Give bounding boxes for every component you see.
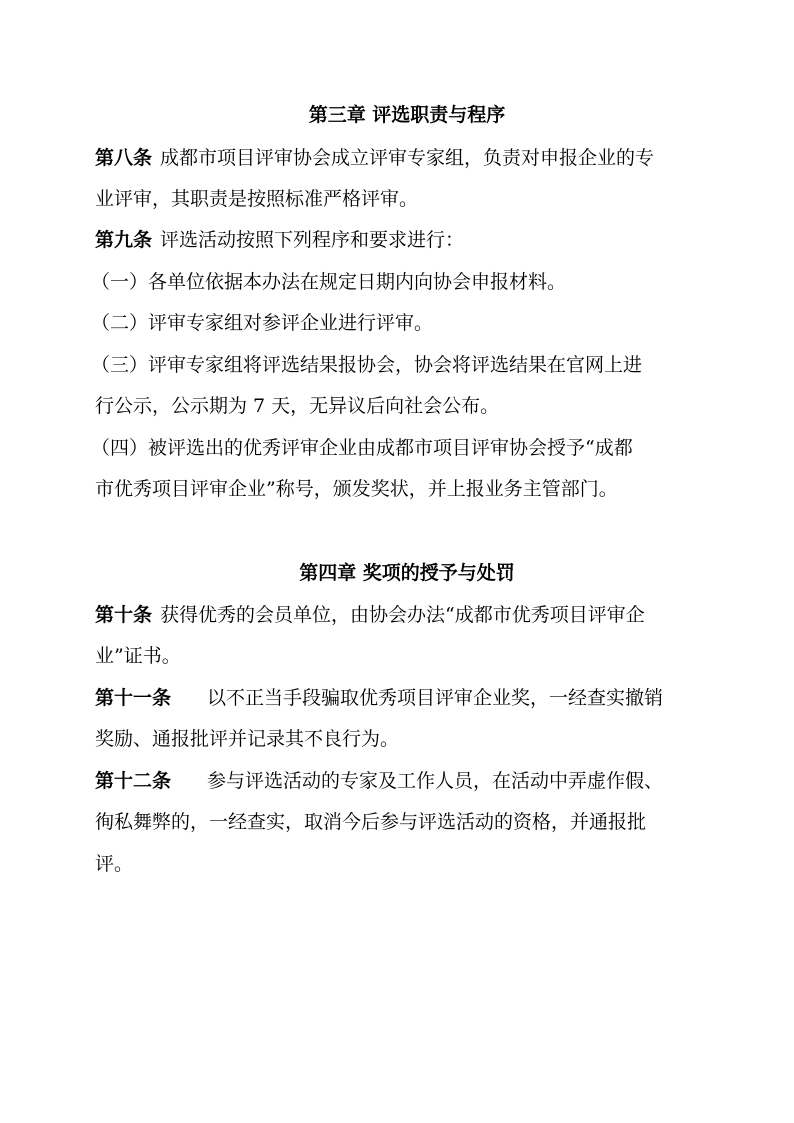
chapter-4-title: 第四章 奖项的授予与处罚 bbox=[299, 562, 515, 584]
article-9-item-2: （二）评审专家组对参评企业进行评审。 bbox=[91, 312, 434, 334]
article-12-text-1: 参与评选活动的专家及工作人员，在活动中弄虚作假、 bbox=[207, 770, 664, 792]
article-8-line-1 bbox=[95, 146, 654, 170]
article-10-label: 第十条 bbox=[95, 604, 153, 626]
article-9-label: 第九条 bbox=[95, 229, 153, 251]
article-11-line-1 bbox=[95, 686, 663, 710]
chapter-3-title: 第三章 评选职责与程序 bbox=[308, 104, 506, 126]
article-12-line-2: 徇私舞弊的，一经查实，取消今后参与评选活动的资格，并通报批 bbox=[95, 811, 647, 833]
article-12-line-3: 评。 bbox=[95, 853, 134, 875]
article-9-item-4-line-2: 市优秀项目评审企业”称号，颁发奖状，并上报业务主管部门。 bbox=[95, 478, 618, 500]
article-10-line-1 bbox=[95, 603, 645, 627]
article-9-text: 评选活动按照下列程序和要求进行： bbox=[160, 229, 465, 251]
article-11-text-1: 以不正当手段骗取优秀项目评审企业奖，一经查实撤销 bbox=[207, 687, 664, 709]
article-9-line bbox=[95, 228, 464, 252]
article-9-item-1: （一）各单位依据本办法在规定日期内向协会申报材料。 bbox=[91, 271, 567, 293]
article-10-text-1: 获得优秀的会员单位，由协会办法“成都市优秀项目评审企 bbox=[160, 604, 645, 626]
article-8-label: 第八条 bbox=[95, 147, 153, 169]
article-8-line-2: 业评审，其职责是按照标准严格评审。 bbox=[95, 188, 419, 210]
article-12-label: 第十二条 bbox=[95, 770, 172, 792]
article-8-text-1: 成都市项目评审协会成立评审专家组，负责对申报企业的专 bbox=[160, 147, 655, 169]
article-11-label: 第十一条 bbox=[95, 687, 172, 709]
article-9-item-3-line-2: 行公示，公示期为 7 天，无异议后向社会公布。 bbox=[95, 395, 500, 417]
article-9-item-4-line-1: （四）被评选出的优秀评审企业由成都市项目评审协会授予“成都 bbox=[91, 437, 633, 459]
article-10-line-2: 业”证书。 bbox=[95, 645, 181, 667]
article-11-line-2: 奖励、通报批评并记录其不良行为。 bbox=[95, 728, 400, 750]
article-9-item-3-line-1: （三）评审专家组将评选结果报协会，协会将评选结果在官网上进 bbox=[91, 354, 643, 376]
article-12-line-1 bbox=[95, 769, 663, 793]
